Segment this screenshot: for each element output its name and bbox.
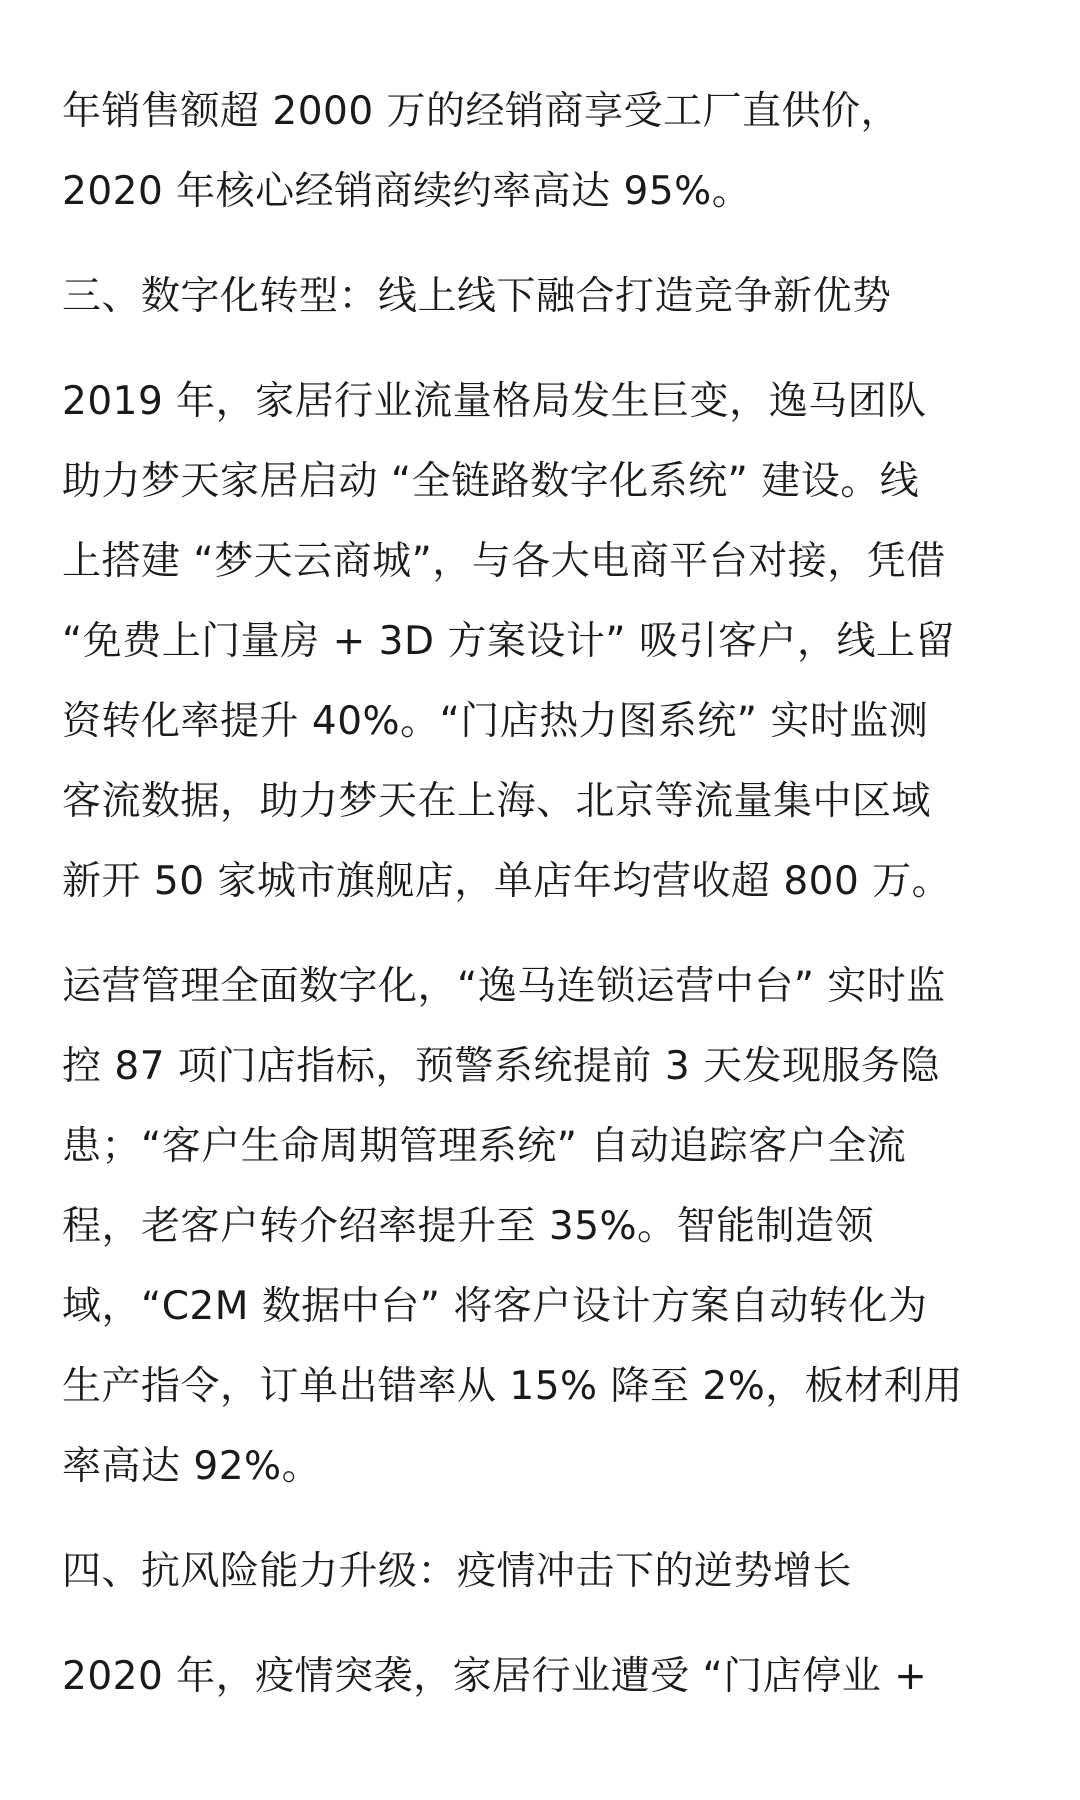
text-line: 客流数据，助力梦天在上海、北京等流量集中区域 — [62, 779, 932, 824]
text-line: 助力梦天家居启动 “全链路数字化系统” 建设。线 — [62, 459, 920, 504]
text-line: 程，老客户转介绍率提升至 35%。智能制造领 — [62, 1204, 875, 1249]
text-line: 2020 年核心经销商续约率高达 95%。 — [62, 169, 752, 214]
text-line: 资转化率提升 40%。“门店热力图系统” 实时监测 — [62, 699, 929, 744]
text-line: 2020 年，疫情突袭，家居行业遭受 “门店停业 + — [62, 1654, 928, 1699]
paragraph-pandemic — [62, 1637, 1027, 1717]
heading-text: 四、抗风险能力升级：疫情冲击下的逆势增长 — [62, 1549, 853, 1594]
section-heading-digital-transformation — [62, 257, 1027, 337]
text-line: 新开 50 家城市旗舰店，单店年均营收超 800 万。 — [62, 859, 952, 904]
text-line: 率高达 92%。 — [62, 1444, 322, 1489]
article-body — [62, 72, 1027, 1717]
text-line: 运营管理全面数字化，“逸马连锁运营中台” 实时监 — [62, 964, 946, 1009]
paragraph-operations-digitalization — [62, 947, 1027, 1507]
text-line: 生产指令，订单出错率从 15% 降至 2%，板材利用 — [62, 1364, 963, 1409]
text-line: 年销售额超 2000 万的经销商享受工厂直供价， — [62, 89, 901, 134]
heading-text: 三、数字化转型：线上线下融合打造竞争新优势 — [62, 274, 892, 319]
section-heading-risk-resilience — [62, 1532, 1027, 1612]
text-line: 患；“客户生命周期管理系统” 自动追踪客户全流 — [62, 1124, 907, 1169]
text-line: 域，“C2M 数据中台” 将客户设计方案自动转化为 — [62, 1284, 928, 1329]
text-line: 2019 年，家居行业流量格局发生巨变，逸马团队 — [62, 379, 927, 424]
paragraph-online-offline — [62, 362, 1027, 922]
paragraph-dealer-pricing — [62, 72, 1027, 232]
text-line: 上搭建 “梦天云商城”，与各大电商平台对接，凭借 — [62, 539, 946, 584]
text-line: “免费上门量房 + 3D 方案设计” 吸引客户，线上留 — [62, 619, 956, 664]
text-line: 控 87 项门店指标，预警系统提前 3 天发现服务隐 — [62, 1044, 941, 1089]
